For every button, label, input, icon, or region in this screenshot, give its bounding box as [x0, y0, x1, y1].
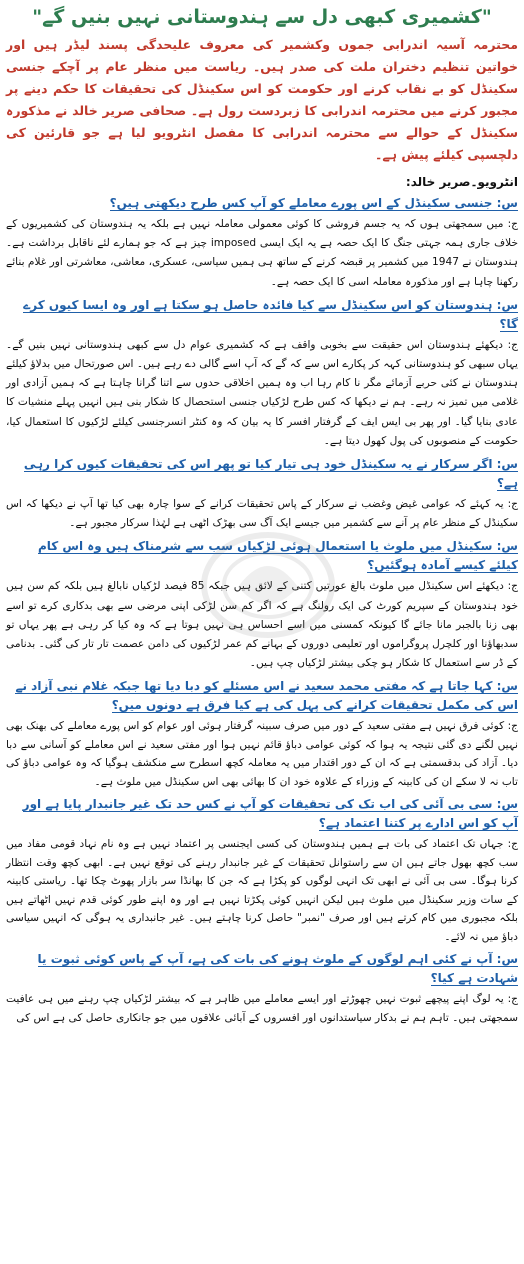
question-3-text: س: اگر سرکار نے یہ سکینڈل خود ہی تیار کیا تو پھر اس کی تحقیقات کیوں کرا رہی ہے؟ [23, 457, 518, 491]
qa-block-3 [6, 455, 518, 533]
answer-4: ج: دیکھئے اس سکینڈل میں ملوث بالغ عورتیں کتنی کے لائق ہیں جبکہ 85 فیصد لڑکیاں نابالغ ہیں بلکہ کم سن ہیں خود ہندوستان کے سپریم کورٹ کی ایک رولنگ ہے کہ اگر کم سن لڑکی اپنی مرضی سے بھی بدکاری کرے تو اسے بھی زنا بالجبر مانا جائے گا کیونکہ کمسنی میں اسے احساس ہی نہیں ہوتا ہے کہ وہ کیا کر رہی ہے پھر یہاں تو سدبھاؤنا اور کلچرل پروگراموں اور تعلیمی دوروں کے بہانے کم عمر لڑکیوں کی دامن عصمت تار تار کی گئی۔ بدنامی کے ڈر سے استعمال کا شکار ہو چکی بیشتر لڑکیاں چپ ہیں۔ [6, 580, 518, 670]
answer-7: ج: یہ لوگ اپنے پیچھے ثبوت نہیں چھوڑتے اور ایسے معاملے میں ظاہر ہے کہ بیشتر لڑکیاں چپ رہنے میں ہی عافیت سمجھتی ہیں۔ تاہم ہم نے بدکار سیاستدانوں اور افسروں کے آبائی علاقوں میں جو جانکاری حاصل کی ہے اس کی [6, 993, 518, 1024]
article-title: "کشمیری کبھی دل سے ہندوستانی نہیں بنیں گے" [32, 6, 492, 28]
question-7 [6, 950, 518, 988]
question-6-text: س: سی بی آئی کی اب تک کی تحقیقات کو آپ نے کس حد تک غیر جانبدار پایا ہے اور آپ کو اس ادارے پر کتنا اعتماد ہے؟ [22, 797, 518, 831]
interview-byline: انٹرویو۔صریر خالد: [405, 175, 518, 189]
answer-5: ج: کوئی فرق نہیں ہے مفتی سعید کے دور میں صرف سبینہ گرفتار ہوئی اور عوام کو اس پورے معاملے کی بھنک بھی نہیں لگنے دی گئی نتیجہ یہ ہوا کہ کوئی عوامی دباؤ قائم نہیں ہوا اور مفتی سعید نے اس معاملے کو آسانی سے دبا دیا۔ آزاد کی بدقسمتی ہے کہ ان کے دور اقتدار میں یہ معاملہ کچھ اسطرح سے منکشف ہوگیا کہ وہ عوامی دباؤ کی تاب نہ لا سکے ان کی کابینہ کے وزراء کے علاوہ خود ان کا بھائی بھی اس سکینڈل میں ملوث ہے۔ [6, 720, 518, 788]
question-3 [6, 455, 518, 493]
question-7-text: س: آپ نے کئی اہم لوگوں کے ملوث ہونے کی بات کی ہے، آپ کے پاس کوئی ثبوت یا شہادت ہے کیا؟ [37, 952, 518, 986]
question-1-text: س: جنسی سکینڈل کے اس پورے معاملے کو آپ کس طرح دیکھتی ہیں؟ [109, 196, 518, 210]
question-4 [6, 537, 518, 575]
answer-6: ج: جہاں تک اعتماد کی بات ہے ہمیں ہندوستان کی کسی ایجنسی پر اعتماد نہیں ہے وہ نام نہاد قومی مفاد میں سب کچھ بھول جاتے ہیں ان سے راستوانل تحقیقات کے غیر جانبدار رہنے کی توقع نہیں ہے۔ ابھی کچھ وقت انتظار کرنا ہوگا۔ سی بی آئی نے ابھی تک انہی لوگوں کو پکڑا ہے کہ جن کا بھانڈا سر بازار پھوٹ چکا تھا۔ ریاستی کابینہ کے سات وزیر سکینڈل میں ملوث ہیں لیکن انہیں کوئی پکڑتا نہیں ہے اور وہ اپنے طور کوئی قدم نہیں اٹھاتے ہیں بلکہ مجبوری میں کام کرتے ہیں اور صرف "نمبر" حاصل کرنا چاہتے ہیں۔ غیر جانبداری یہ ہوگی کہ انہیں سیاسی دباؤ میں نہ لائے۔ [6, 838, 518, 943]
qa-block-7 [6, 950, 518, 1027]
question-4-text: س: سکینڈل میں ملوث یا استعمال ہوئی لڑکیاں سب سے شرمناک ہیں وہ اس کام کیلئے کیسے آمادہ ہوگئیں؟ [37, 539, 518, 573]
question-1 [6, 194, 518, 213]
question-2-text: س: ہندوستان کو اس سکینڈل سے کیا فائدہ حاصل ہو سکتا ہے اور وہ ایسا کیوں کرے گا؟ [23, 297, 518, 331]
question-2 [6, 296, 518, 334]
qa-block-1 [6, 194, 518, 292]
article-intro: محترمہ آسیہ اندرابی جموں وکشمیر کی معروف علیحدگی پسند لیڈر ہیں اور خواتین تنظیم دختران ملت کی صدر ہیں۔ ریاست میں منظر عام پر آچکے جنسی سکینڈل کو بے نقاب کرنے اور حکومت کو اس سکینڈل کی تحقیقات کا حکم دینے پر مجبور کرنے میں محترمہ اندرابی کا زبردست رول ہے۔ صحافی صریر خالد نے مذکورہ سکینڈل کے حوالے سے محترمہ اندرابی کا مفصل انٹرویو لیا ہے جو قارئین کی دلچسپی کیلئے پیش ہے۔ [6, 37, 518, 162]
question-5 [6, 677, 518, 715]
question-6 [6, 795, 518, 833]
qa-block-4 [6, 537, 518, 673]
answer-1: ج: میں سمجھتی ہوں کہ یہ جسم فروشی کا کوئی معمولی معاملہ نہیں ہے بلکہ یہ ہندوستان کی کشمیریوں کے خلاف جاری ہمہ جہتی جنگ کا ایک حصہ ہے یہ ایک ایسی imposed چیز ہے کہ جو ہمارے لئے ناقابل برداشت ہے۔ ہندوستان نے 1947 میں کشمیر پر قبضہ کرنے کے ساتھ ہی ہمیں سیاسی، عسکری، معاشی، معاشرتی اور غلام بنائے رکھنا چاہا ہے اور مذکورہ معاملہ اسی کا ایک حصہ ہے۔ [5, 218, 518, 288]
qa-block-5 [6, 677, 518, 791]
qa-block-6 [6, 795, 518, 946]
answer-2: ج: دیکھئے ہندوستان اس حقیقت سے بخوبی واقف ہے کہ کشمیری عوام دل سے کبھی ہندوستانی نہیں بنیں گے۔ یہاں سبھی کو ہندوستانی کہہ کر پکارے اس سے کہ گے کہ آپ اسے گالی دے رہے ہیں۔ اس صورتحال میں بدلاؤ کیلئے ہندوستان نے کئی حربے آزمائے مگر نا کام رہا اب وہ ہمیں اخلاقی حدوں سے اتنا گرانا چاہتا ہے کہ ہمیں آزادی اور غلامی میں تمیز نہ رہے۔ ہم نے دیکھا کہ کس طرح لڑکیاں جنسی استحصال کا شکار بنی ہیں انہیں پہلے منشیات کا عادی بنایا گیا۔ اور پھر بی ایس ایف کے گرفتار افسر کا یہ بیان کہ وہ کنٹر انسرجنسی کیلئے لڑکیوں کا استعمال کیا، حکومت کے منصوبوں کی پول کھول دیتا ہے۔ [6, 338, 518, 447]
question-5-text: س: کہا جاتا ہے کہ مفتی محمد سعید نے اس مسئلے کو دبا دیا تھا جبکہ غلام نبی آزاد نے اس کی مکمل تحقیقات کرانے کی پہل کی ہے کیا فرق ہے دونوں میں؟ [15, 679, 518, 713]
answer-3: ج: یہ کہئے کہ عوامی غیض وغضب نے سرکار کے پاس تحقیقات کرانے کے سوا چارہ بھی کیا تھا آپ نے دیکھا کہ اس سکینڈل کے منظر عام پر آنے سے کشمیر میں جیسے ایک آگ سی بھڑک اٹھی ہے لہٰذا سرکار مجبور ہے۔ [6, 498, 518, 530]
qa-block-2 [6, 296, 518, 451]
